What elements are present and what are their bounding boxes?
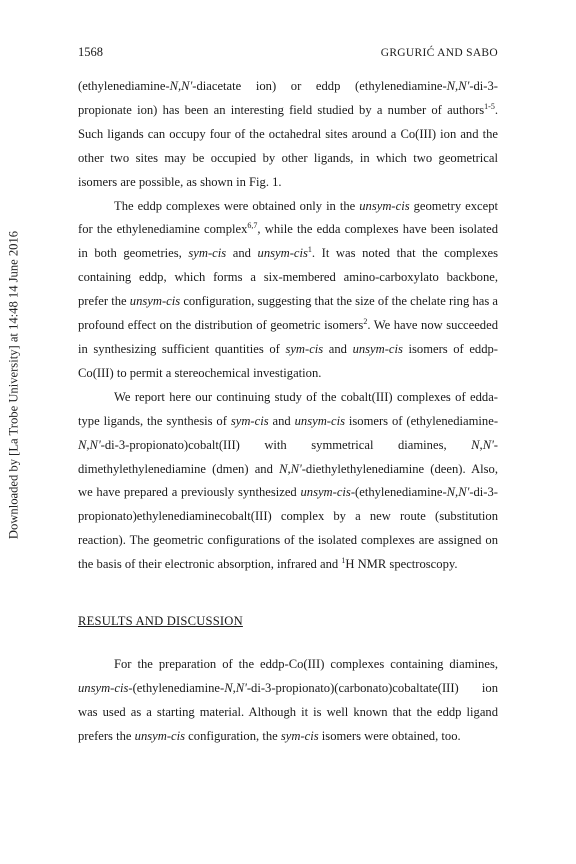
download-sidebar (4, 160, 24, 610)
text: -di-3-propionato)cobalt(III) with symmetrical diamines, (100, 437, 472, 452)
text: -(ethylenediamine- (128, 680, 225, 695)
italic-text: unsym-cis (294, 413, 345, 428)
italic-text: unsym-cis (129, 294, 181, 309)
text: . Such ligands can occupy four of the octahedral sites around a Co(III) ion and the other two sites may be occupied by other ligands, in which two geometrical isomers are possible, as shown in Fig. 1. (78, 102, 498, 189)
text: -di-3-propionato)ethylenediaminecobalt(III) complex by a new route (substitution reaction). The geometric configurations of the isolated complexes are assigned on the basis of their electronic absorption, infrared and (78, 485, 498, 572)
text: . We have now succeeded in synthesizing sufficient quantities of (78, 318, 498, 356)
italic-text: unsym-cis (78, 680, 129, 695)
italic-text: sym-cis (188, 246, 227, 261)
italic-text: N,N' (446, 485, 470, 500)
italic-text: N,N' (279, 461, 302, 476)
running-title: GRGURIĆ AND SABO (380, 47, 498, 59)
article-body (78, 75, 498, 749)
text: and (226, 246, 258, 261)
paragraph-1 (78, 75, 498, 195)
text: and (268, 413, 295, 428)
section-heading: RESULTS AND DISCUSSION (78, 614, 243, 629)
citation: 2 (363, 316, 368, 326)
text: . It was noted that the complexes containing eddp, which forms a six-membered amino-carboxylato backbone, prefer the (78, 246, 498, 309)
text: -di-3-propionato)(carbonato)cobaltate(III) ion was used as a starting material. Although it is well known that the eddp ligand prefers the (78, 680, 498, 743)
paragraph-4 (78, 653, 498, 749)
text: , while the edda complexes have been isolated in both geometries, (78, 222, 498, 261)
italic-text: unsym-cis (352, 341, 403, 356)
text: and (323, 341, 353, 356)
text: isomers of (ethylenediamine- (345, 413, 499, 428)
paragraph-3 (78, 386, 498, 577)
citation: 1 (307, 245, 312, 255)
italic-text: sym-cis (280, 728, 319, 743)
italic-text: sym-cis (285, 341, 324, 356)
paragraph-2 (78, 195, 498, 386)
text: -diacetate ion) or eddp (ethylenediamine- (192, 79, 447, 93)
superscript: 1 (341, 555, 346, 565)
italic-text: N,N' (471, 437, 494, 452)
text: -di-3-propionate ion) has been an interesting field studied by a number of authors (78, 79, 498, 117)
citation: 1-5 (484, 101, 495, 111)
text: We report here our continuing study of the cobalt(III) complexes of edda-type ligands, the synthesis of (78, 389, 498, 428)
italic-text: unsym-cis (134, 728, 186, 743)
italic-text: unsym-cis (359, 198, 410, 213)
text: -(ethylenediamine- (350, 485, 447, 500)
page-number: 1568 (78, 45, 103, 59)
citation: 6,7 (247, 221, 258, 231)
text: H NMR spectroscopy. (345, 557, 458, 572)
text: The eddp complexes were obtained only in the (114, 198, 360, 213)
italic-text: unsym-cis (300, 485, 351, 500)
download-note: Downloaded by [La Trobe University] at 14:48 14 June 2016 (6, 230, 21, 540)
italic-text: N,N' (446, 79, 470, 93)
italic-text: sym-cis (230, 413, 269, 428)
text: (ethylenediamine- (78, 79, 170, 93)
italic-text: N,N' (169, 79, 193, 93)
text: isomers were obtained, too. (318, 728, 461, 743)
italic-text: N,N' (78, 437, 101, 452)
text: -diethylethylenediamine (deen). Also, we have prepared a previously synthesized (78, 461, 499, 500)
text: For the preparation of the eddp-Co(III) complexes containing diamines, (114, 656, 498, 671)
text: configuration, suggesting that the size of the chelate ring has a profound effect on the distribution of geometric isomers (78, 294, 498, 333)
italic-text: unsym-cis (257, 246, 308, 261)
text: geometry except for the ethylenediamine complex (78, 198, 499, 237)
text: isomers of eddp-Co(III) to permit a stereochemical investigation. (78, 341, 499, 380)
text: -dimethylethylenediamine (dmen) and (78, 437, 498, 476)
text: configuration, the (185, 728, 281, 743)
page-header (78, 45, 498, 60)
italic-text: N,N' (224, 680, 247, 695)
